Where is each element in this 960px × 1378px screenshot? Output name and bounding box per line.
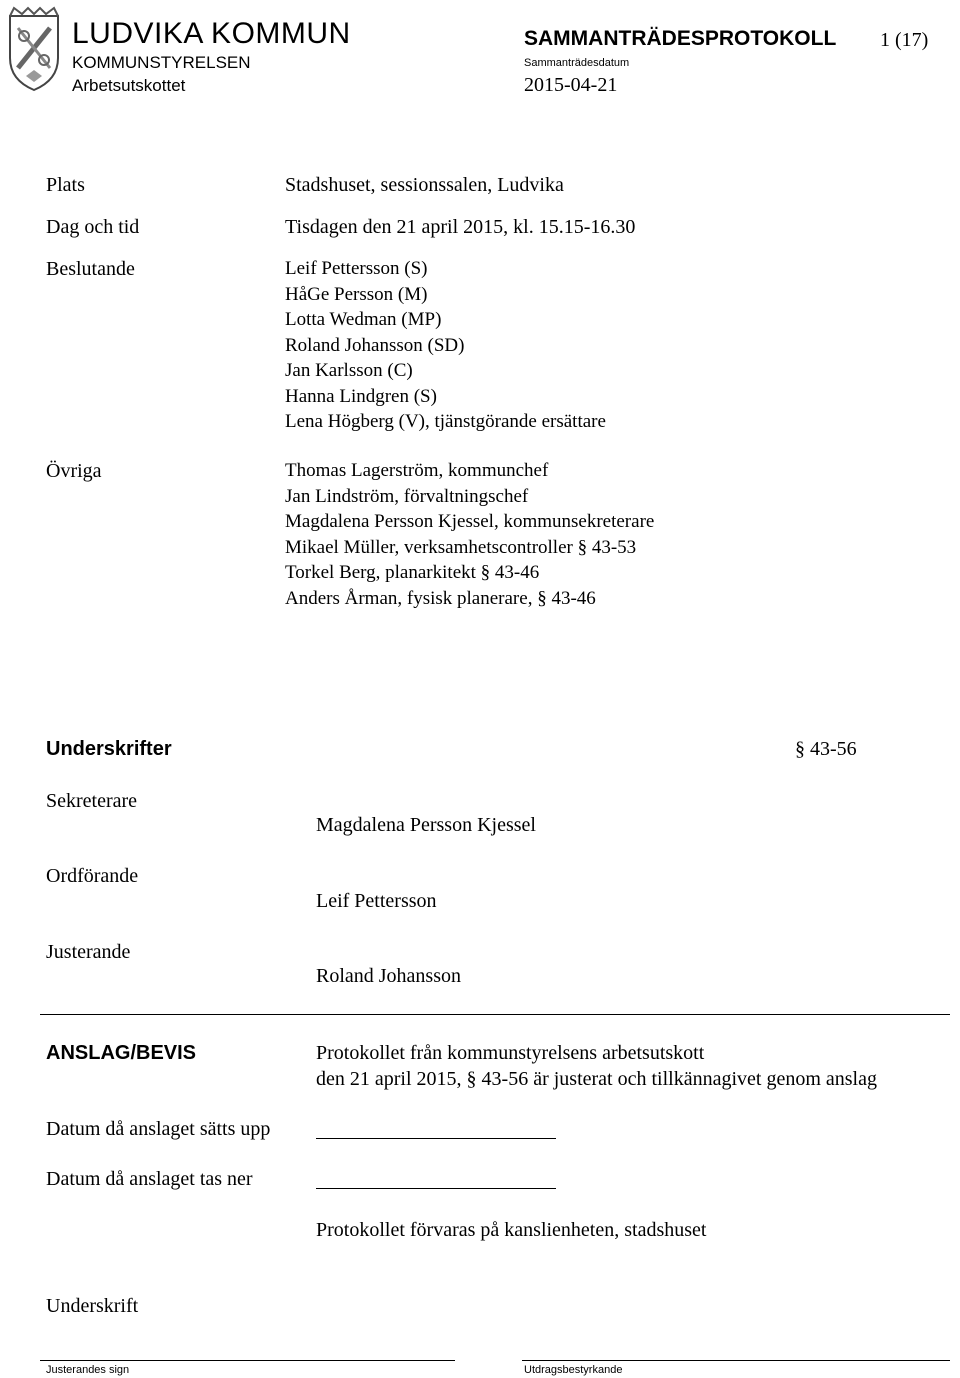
storage-note: Protokollet förvaras på kanslienheten, stadshuset — [316, 1219, 707, 1241]
section-divider — [40, 1014, 950, 1015]
deciding-member: Roland Johansson (SD) — [285, 334, 465, 356]
time-value: Tisdagen den 21 april 2015, kl. 15.15-16.30 — [285, 216, 636, 238]
other-attendee: Mikael Müller, verksamhetscontroller § 43-53 — [285, 536, 637, 558]
signature-label: Underskrift — [46, 1295, 139, 1317]
removed-date-label: Datum då anslaget tas ner — [46, 1168, 253, 1190]
unit-name: Arbetsutskottet — [72, 76, 186, 95]
signatures-paragraphs: § 43-56 — [795, 738, 857, 760]
notice-heading: ANSLAG/BEVIS — [46, 1042, 197, 1064]
adjusters-sign-line — [40, 1360, 455, 1361]
other-attendee: Jan Lindström, förvaltningschef — [285, 485, 529, 507]
place-value: Stadshuset, sessionssalen, Ludvika — [285, 174, 564, 196]
notice-line-2: den 21 april 2015, § 43-56 är justerat och tillkännagivet genom anslag — [316, 1068, 877, 1090]
signatures-heading: Underskrifter — [46, 738, 172, 760]
chair-label: Ordförande — [46, 865, 139, 887]
deciding-member: Hanna Lindgren (S) — [285, 385, 437, 407]
place-label: Plats — [46, 174, 85, 196]
removed-date-line — [316, 1188, 556, 1189]
document-title: SAMMANTRÄDESPROTOKOLL — [524, 27, 837, 50]
extract-label: Utdragsbestyrkande — [524, 1364, 623, 1376]
meeting-date: 2015-04-21 — [524, 74, 618, 96]
deciding-member: Lotta Wedman (MP) — [285, 309, 442, 330]
adjusters-sign-label: Justerandes sign — [46, 1364, 130, 1376]
page-number: 1 (17) — [880, 29, 929, 51]
adjuster-name: Roland Johansson — [316, 965, 461, 987]
others-label: Övriga — [46, 460, 102, 482]
other-attendee: Thomas Lagerström, kommunchef — [285, 460, 549, 481]
coat-of-arms-icon — [4, 6, 64, 92]
organ-name: KOMMUNSTYRELSEN — [72, 53, 251, 72]
secretary-name: Magdalena Persson Kjessel — [316, 814, 536, 836]
deciding-label: Beslutande — [46, 258, 135, 280]
deciding-member: Lena Högberg (V), tjänstgörande ersättare — [285, 411, 606, 432]
secretary-label: Sekreterare — [46, 790, 138, 812]
others-list — [285, 458, 654, 611]
adjuster-label: Justerande — [46, 941, 131, 963]
meeting-date-label: Sammanträdesdatum — [524, 57, 630, 69]
time-label: Dag och tid — [46, 216, 140, 238]
other-attendee: Torkel Berg, planarkitekt § 43-46 — [285, 562, 540, 583]
notice-line-1: Protokollet från kommunstyrelsens arbetsutskott — [316, 1042, 705, 1064]
deciding-list — [285, 256, 606, 435]
chair-name: Leif Pettersson — [316, 890, 437, 912]
extract-line — [522, 1360, 950, 1361]
deciding-member: Jan Karlsson (C) — [285, 360, 413, 381]
other-attendee: Magdalena Persson Kjessel, kommunsekreterare — [285, 511, 655, 532]
deciding-member: Leif Pettersson (S) — [285, 258, 428, 279]
deciding-member: HåGe Persson (M) — [285, 283, 428, 305]
posted-date-label: Datum då anslaget sätts upp — [46, 1118, 271, 1140]
organization-name: LUDVIKA KOMMUN — [72, 17, 351, 50]
posted-date-line — [316, 1138, 556, 1139]
other-attendee: Anders Årman, fysisk planerare, § 43-46 — [285, 587, 596, 609]
